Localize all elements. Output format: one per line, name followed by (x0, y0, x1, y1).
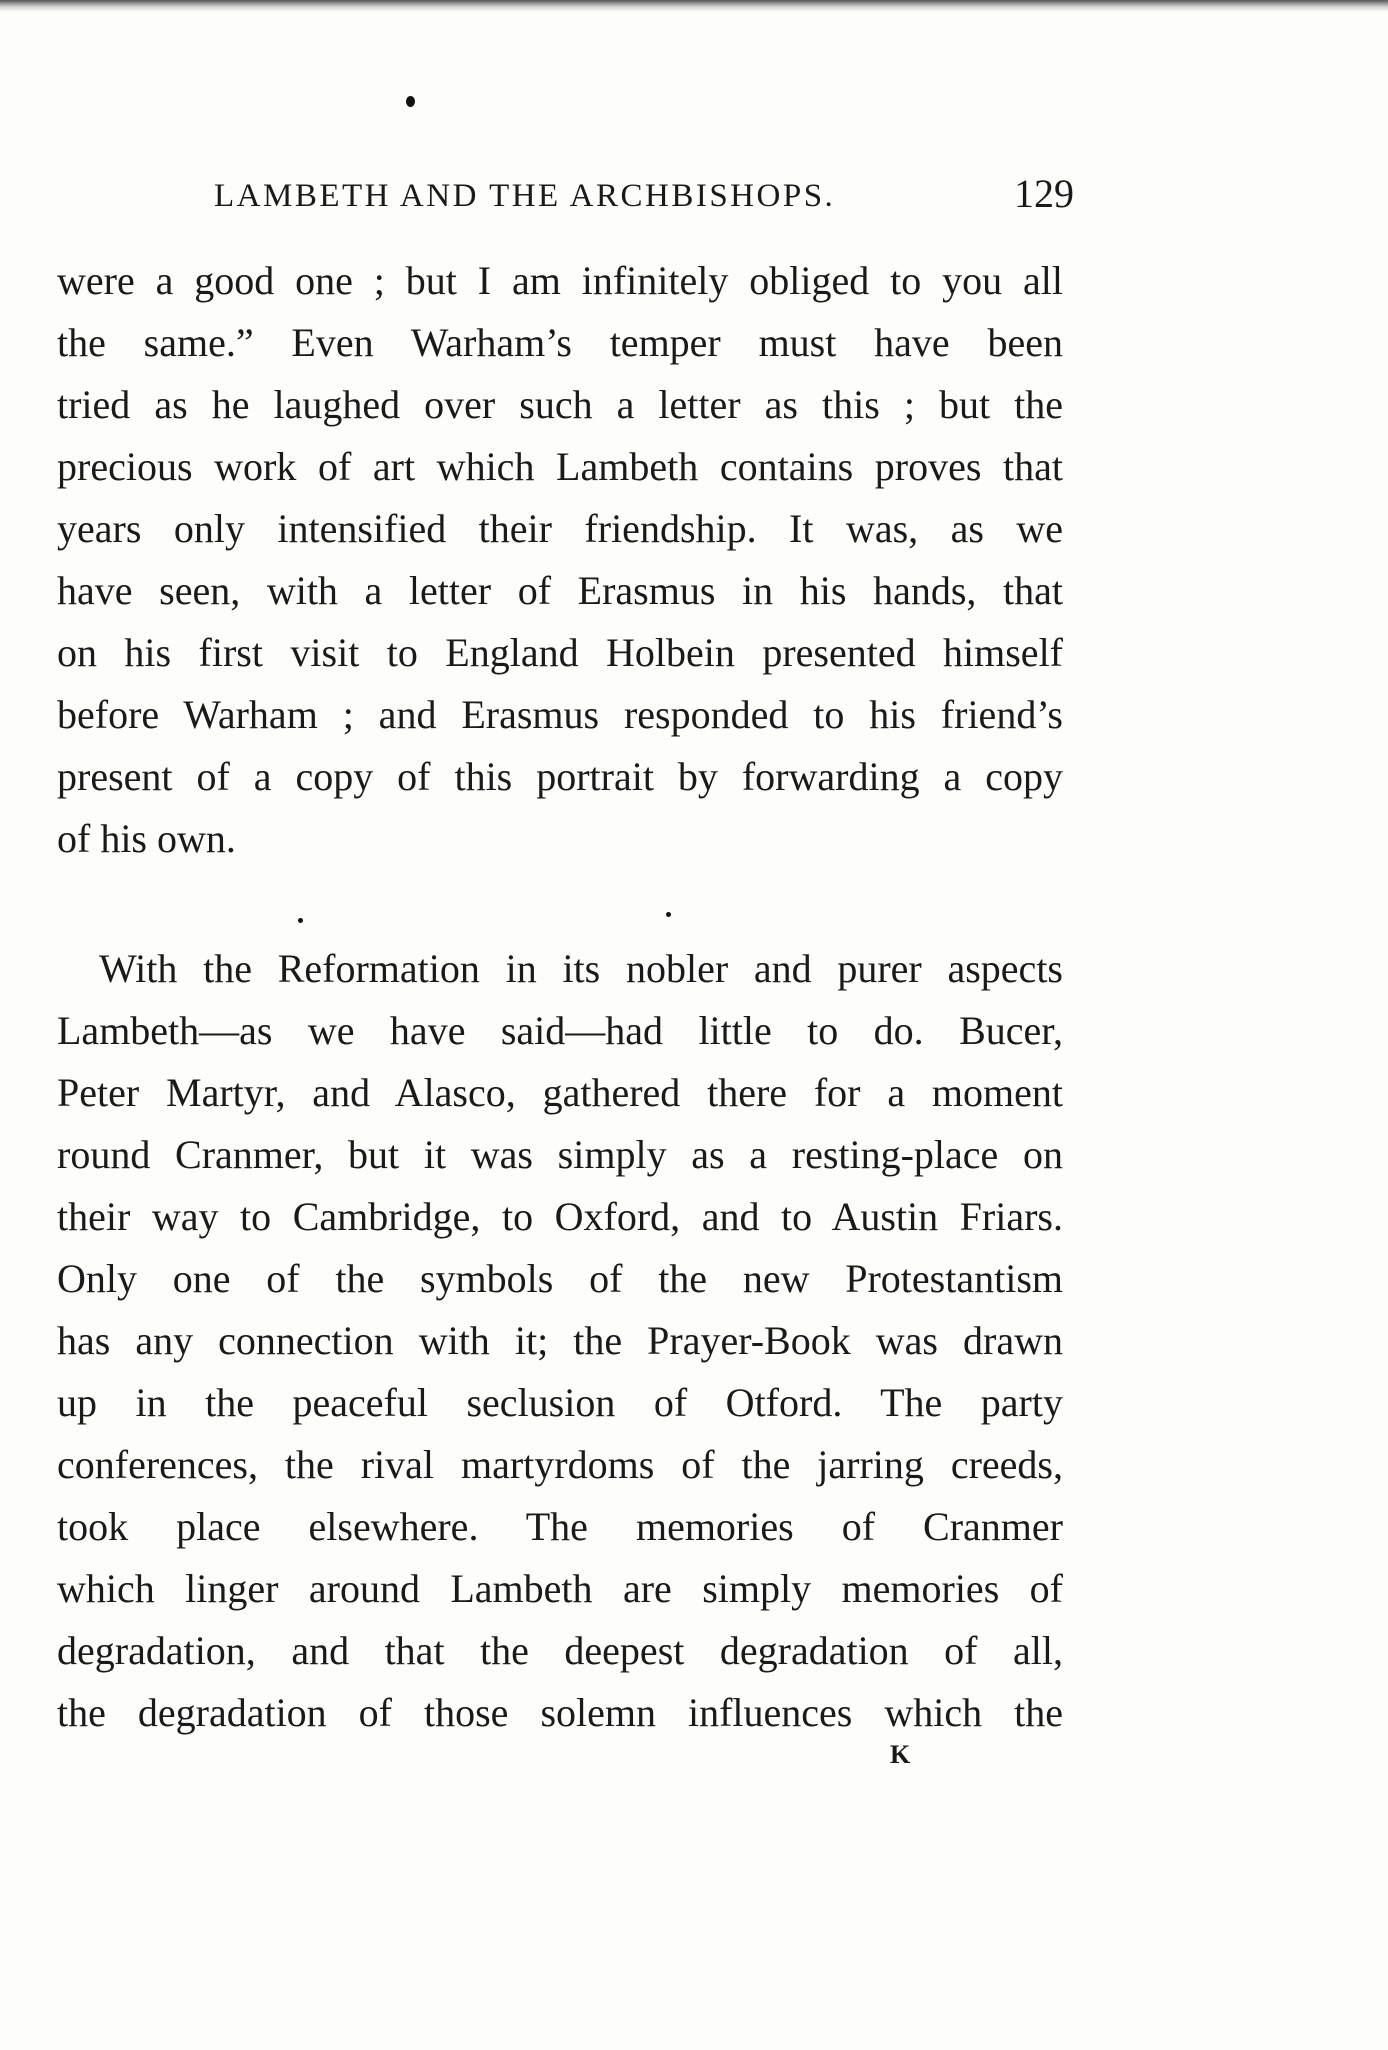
text-line: has any connection with it; the Prayer-Book was drawn (57, 1318, 1063, 1363)
text-line: the degradation of those solemn influences which the (57, 1690, 1063, 1735)
ink-speck (298, 918, 303, 923)
text-line: were a good one ; but I am infinitely obliged to you all (57, 258, 1063, 303)
text-line: on his first visit to England Holbein presented himself (57, 630, 1063, 675)
text-line: the same.” Even Warham’s temper must have been (57, 320, 1063, 365)
text-line: With the Reformation in its nobler and purer aspects (99, 946, 1063, 991)
text-line: round Cranmer, but it was simply as a resting-place on (57, 1132, 1063, 1177)
text-line: degradation, and that the deepest degradation of all, (57, 1628, 1063, 1673)
text-line: Peter Martyr, and Alasco, gathered there for a moment (57, 1070, 1063, 1115)
text-line: before Warham ; and Erasmus responded to his friend’s (57, 692, 1063, 737)
text-line: of his own. (57, 816, 236, 861)
text-line: up in the peaceful seclusion of Otford. The party (57, 1380, 1063, 1425)
paragraph-1 (57, 250, 1063, 870)
text-line: their way to Cambridge, to Oxford, and to Austin Friars. (57, 1194, 1063, 1239)
text-line: Only one of the symbols of the new Protestantism (57, 1256, 1063, 1301)
text-line: tried as he laughed over such a letter as this ; but the (57, 382, 1063, 427)
text-line: present of a copy of this portrait by forwarding a copy (57, 754, 1063, 799)
page-number: 129 (1014, 171, 1074, 216)
running-title: LAMBETH AND THE ARCHBISHOPS. (214, 178, 836, 214)
text-line: have seen, with a letter of Erasmus in his hands, that (57, 568, 1063, 613)
running-header (214, 170, 1074, 220)
text-line: conferences, the rival martyrdoms of the jarring creeds, (57, 1442, 1063, 1487)
text-line: precious work of art which Lambeth contains proves that (57, 444, 1063, 489)
ink-speck (406, 96, 415, 107)
text-line: took place elsewhere. The memories of Cranmer (57, 1504, 1063, 1549)
text-line: years only intensified their friendship. It was, as we (57, 506, 1063, 551)
page-top-edge-shadow (0, 0, 1388, 12)
paragraph-2 (57, 938, 1063, 1744)
text-line: Lambeth—as we have said—had little to do. Bucer, (57, 1008, 1063, 1053)
text-line: which linger around Lambeth are simply memories of (57, 1566, 1063, 1611)
signature-mark: K (890, 1740, 912, 1769)
ink-speck (666, 912, 671, 917)
